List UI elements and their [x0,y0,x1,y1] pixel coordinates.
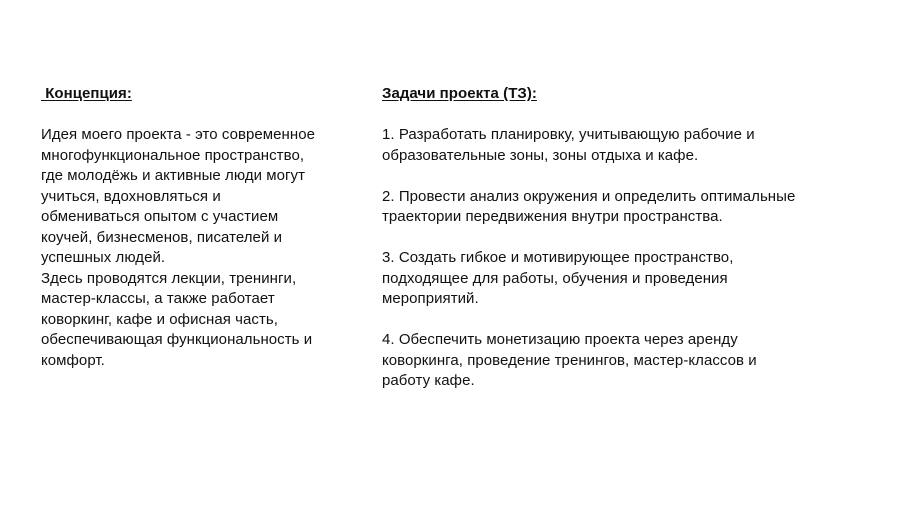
concept-text [41,125,341,371]
concept-line: учиться, вдохновляться и [41,187,221,205]
concept-line: где молодёжь и активные люди могут [41,167,306,184]
concept-line: коучей, бизнесменов, писателей и [41,228,283,246]
task-line: траектории передвижения внутри пространства. [382,208,723,225]
tasks-column [382,84,822,412]
task-line: 3. Создать гибкое и мотивирующее пространство, [382,249,734,266]
spacer [41,105,341,126]
concept-column [41,84,341,371]
concept-line: многофункциональное пространство, [41,146,305,164]
task-line: коворкинга, проведение тренингов, мастер-классов и [382,351,757,369]
tasks-heading: Задачи проекта (ТЗ): [382,85,537,102]
task-line: работу кафе. [382,372,475,389]
concept-line: коворкинг, кафе и офисная часть, [41,310,278,328]
concept-line: Идея моего проекта - это современное [41,126,315,143]
concept-line: обмениваться опытом с участием [41,208,279,225]
task-line: подходящее для работы, обучения и проведения [382,269,728,287]
task-line: 1. Разработать планировку, учитывающую рабочие и [382,126,755,143]
concept-heading: Концепция: [41,85,132,102]
spacer [382,105,822,126]
concept-line: комфорт. [41,351,105,369]
task-line: 2. Провести анализ окружения и определить оптимальные [382,187,796,205]
concept-line: успешных людей. [41,249,166,266]
task-item-2 [382,187,822,228]
concept-line: обеспечивающая функциональность и [41,331,313,348]
task-line: 4. Обеспечить монетизацию проекта через аренду [382,331,738,348]
task-line: образовательные зоны, зоны отдыха и кафе. [382,146,699,164]
task-line: мероприятий. [382,290,479,307]
concept-line: мастер-классы, а также работает [41,290,275,307]
concept-line: Здесь проводятся лекции, тренинги, [41,269,297,287]
task-item-1 [382,125,822,166]
task-item-4 [382,330,822,392]
task-item-3 [382,248,822,310]
